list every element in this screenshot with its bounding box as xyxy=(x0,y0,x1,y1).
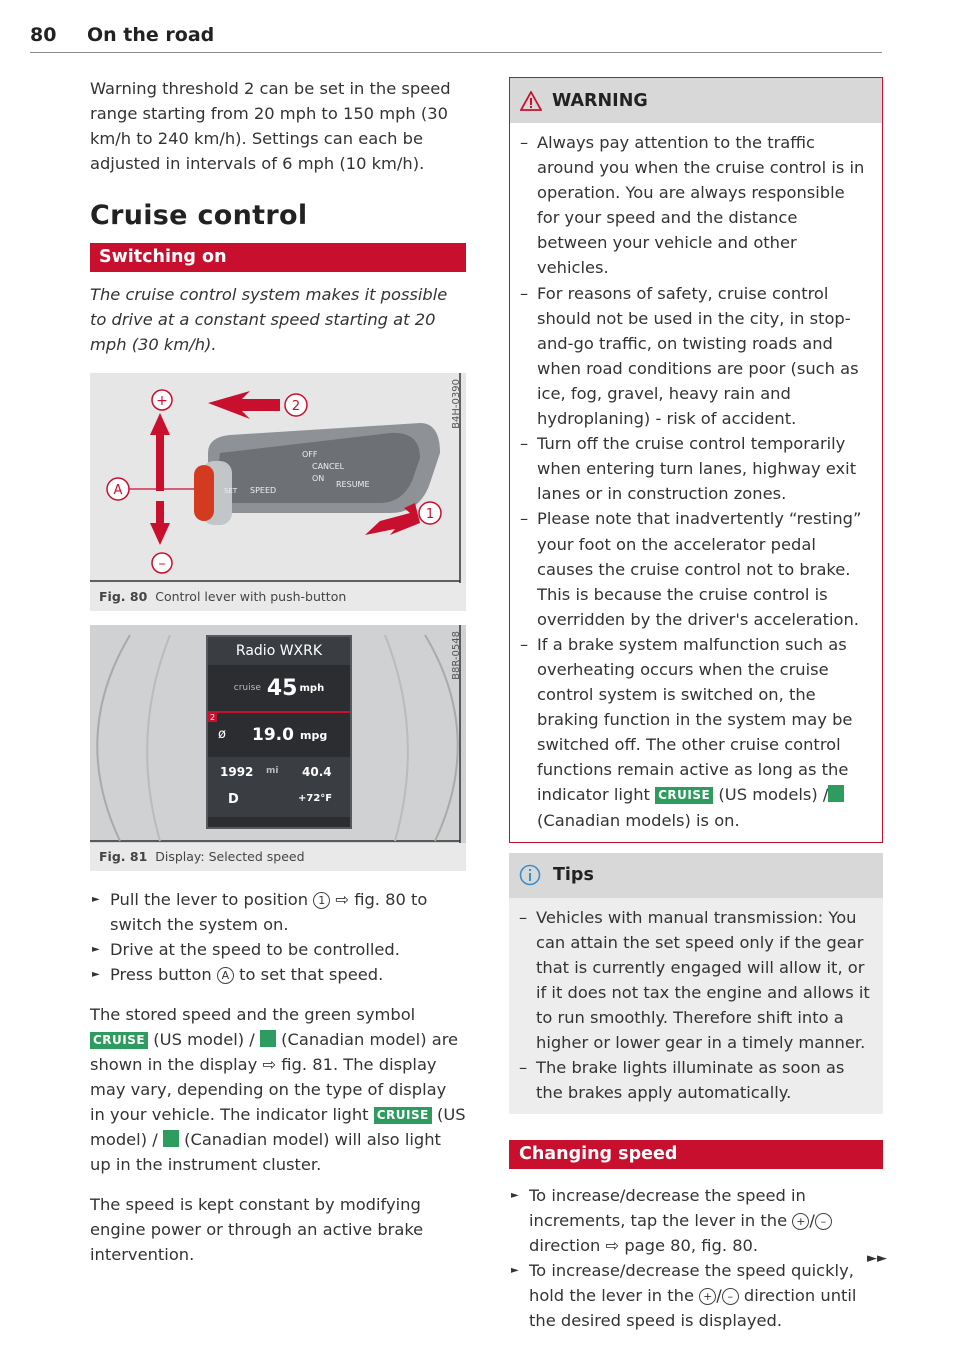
list-item: ► Drive at the speed to be controlled. xyxy=(90,937,466,962)
svg-text:1: 1 xyxy=(425,507,435,522)
left-column xyxy=(90,76,466,1267)
minus-marker: – xyxy=(815,1213,832,1230)
warning-box xyxy=(509,77,883,843)
warning-title: WARNING xyxy=(552,90,648,111)
figure-label: Fig. 81 xyxy=(99,849,148,864)
brake-paragraph: The speed is kept constant by modifying engine power or through an active brake intervention. xyxy=(90,1195,424,1264)
switch-on-steps xyxy=(90,887,466,987)
list-item: – For reasons of safety, cruise control should not be used in the city, in stop-and-go traffic, on twisting roads and when road conditions are poor (such as ice, fog, gravel, heavy rain and hydroplaning) - risk of accident. xyxy=(520,281,872,432)
list-item: – Please note that inadvertently “resting” your foot on the accelerator pedal causes the cruise control not to brake. This is because the cruise control is overridden by the driver's acceleration. xyxy=(520,506,872,631)
canadian-cruise-icon xyxy=(260,1030,276,1047)
display-paragraph: The stored speed and the green symbol CRUISE (US model) / (Canadian model) are shown in the display ⇨ fig. 81. The display may vary, depending on the type of display in your vehicle. The indicator light CRUISE (US model) / (Canadian model) will also light up in the instrument cluster. xyxy=(90,1005,466,1174)
lever-label-on: ON xyxy=(312,474,325,483)
figure-81 xyxy=(90,625,466,871)
cruise-indicator-icon: CRUISE xyxy=(655,787,713,804)
section-title: On the road xyxy=(87,24,215,46)
figure-80 xyxy=(90,373,466,611)
warning-icon xyxy=(520,91,542,111)
tips-list xyxy=(509,898,883,1115)
subheading-switching-on: Switching on xyxy=(90,243,466,272)
caption-text: Display: Selected speed xyxy=(155,849,305,864)
changing-speed-steps xyxy=(509,1183,883,1333)
caption-text: Control lever with push-button xyxy=(155,589,347,604)
lever-label-off: OFF xyxy=(302,450,318,459)
position-1-marker: 1 xyxy=(313,892,330,909)
list-item: ► Pull the lever to position 1 ⇨ fig. 80 to switch the system on. xyxy=(90,887,466,937)
list-item: ► To increase/decrease the speed in increments, tap the lever in the + / – direction ⇨ page 80, fig. 80. xyxy=(509,1183,883,1258)
display-illustration xyxy=(90,625,466,843)
intro-paragraph: Warning threshold 2 can be set in the speed range starting from 20 mph to 150 mph (30 km/h to 240 km/h). Settings can each be adjusted in intervals of 6 mph (10 km/h). xyxy=(90,79,451,173)
list-item: ► Press button A to set that speed. xyxy=(90,962,466,987)
figure-81-caption xyxy=(90,843,466,871)
lever-label-speed: SPEED xyxy=(250,486,277,495)
subheading-changing-speed: Changing speed xyxy=(509,1140,883,1169)
right-column xyxy=(509,77,883,1333)
minus-marker: – xyxy=(722,1288,739,1305)
lever-drawing xyxy=(90,373,466,583)
trip-row: 1992 mi 40.4 xyxy=(208,757,350,787)
figure-80-caption xyxy=(90,583,466,611)
list-item: – Vehicles with manual transmission: You can attain the set speed only if the gear that is currently engaged will allow it, or if it does not tax the engine and allows it to run smoothly. Therefore shift into a higher or lower gear in a timely manner. xyxy=(519,905,873,1056)
info-icon xyxy=(519,864,541,886)
canadian-cruise-icon xyxy=(828,785,844,802)
lead-paragraph: The cruise control system makes it possible to drive at a constant speed starting at 20 mph (30 km/h). xyxy=(90,285,448,354)
lever-label-cancel: CANCEL xyxy=(312,462,345,471)
continued-arrow-icon: ►► xyxy=(867,1251,887,1266)
page-number: 80 xyxy=(30,24,57,46)
list-item: ► To increase/decrease the speed quickly, hold the lever in the + / – direction until the desired speed is displayed. xyxy=(509,1258,883,1333)
figure-code: B4H-0390 xyxy=(451,379,462,429)
svg-text:–: – xyxy=(158,556,166,572)
list-item: – Always pay attention to the traffic around you when the cruise control is in operation. You are always responsible for your speed and the distance between your vehicle and other vehicles. xyxy=(520,130,872,281)
plus-marker: + xyxy=(792,1213,809,1230)
plus-marker: + xyxy=(699,1288,716,1305)
canadian-cruise-icon xyxy=(163,1130,179,1147)
cruise-indicator-icon: CRUISE xyxy=(90,1032,148,1049)
lever-label-resume: RESUME xyxy=(336,480,370,489)
figure-label: Fig. 80 xyxy=(99,589,148,604)
button-a-marker: A xyxy=(217,967,234,984)
tips-title: Tips xyxy=(553,865,594,886)
cruise-indicator-icon: CRUISE xyxy=(374,1107,432,1124)
warning-list xyxy=(510,123,882,842)
cruise-speed-row: cruise 45 mph xyxy=(208,665,350,713)
lever-label-set: SET xyxy=(224,487,238,495)
svg-text:+: + xyxy=(156,393,168,409)
heading-cruise-control: Cruise control xyxy=(90,200,308,231)
svg-text:2: 2 xyxy=(291,399,301,414)
tips-box xyxy=(509,853,883,1115)
list-item: – Turn off the cruise control temporarily when entering turn lanes, highway exit lanes or in construction zones. xyxy=(520,431,872,506)
display-title: Radio WXRK xyxy=(208,637,350,665)
gear-row: D +72°F xyxy=(208,787,350,817)
instrument-display xyxy=(206,635,352,829)
consumption-row: 2 ø 19.0 mpg xyxy=(210,713,328,745)
list-item: – If a brake system malfunction such as overheating occurs when the cruise control system is switched on, the braking function in the system may be switched off. The other cruise control functions remain active as long as the indicator light CRUISE (US models) / (Canadian models) is on. xyxy=(520,632,872,833)
svg-text:A: A xyxy=(113,483,123,498)
tips-header xyxy=(509,853,883,898)
figure-code: B8R-0548 xyxy=(451,631,462,680)
page-header xyxy=(30,22,882,53)
control-lever-illustration xyxy=(90,373,466,583)
list-item: – The brake lights illuminate as soon as the brakes apply automatically. xyxy=(519,1055,873,1105)
warning-header xyxy=(510,78,882,123)
